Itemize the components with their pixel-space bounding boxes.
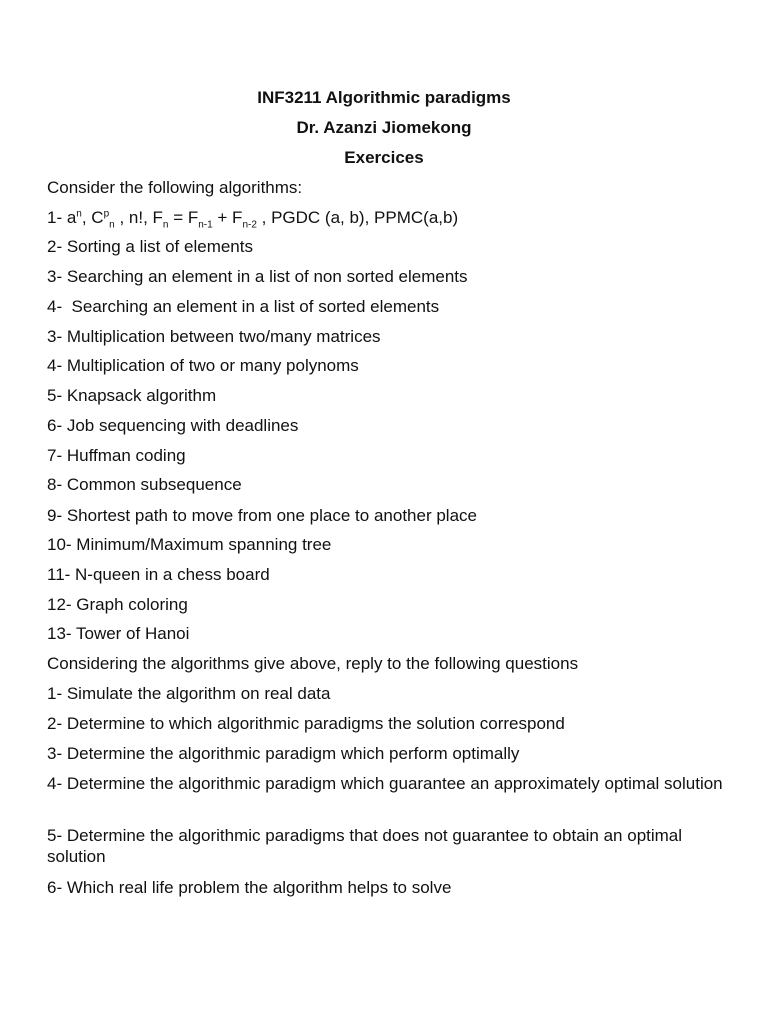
algorithm-item: 6- Job sequencing with deadlines <box>47 416 299 435</box>
course-title: INF3211 Algorithmic paradigms <box>257 88 511 107</box>
intro-text: Consider the following algorithms: <box>47 178 303 197</box>
author-name: Dr. Azanzi Jiomekong <box>296 118 472 137</box>
algorithm-item: 9- Shortest path to move from one place to another place <box>47 506 477 525</box>
algorithm-item: 3- Multiplication between two/many matrices <box>47 327 381 346</box>
algorithm-item: 11- N-queen in a chess board <box>47 565 270 584</box>
questions-intro: Considering the algorithms give above, reply to the following questions <box>47 654 579 673</box>
algorithm-item: 4- Multiplication of two or many polynoms <box>47 356 359 375</box>
algorithm-item: 5- Knapsack algorithm <box>47 386 217 405</box>
algorithm-item: 2- Sorting a list of elements <box>47 237 253 256</box>
question-item: 2- Determine to which algorithmic paradigms the solution correspond <box>47 714 565 733</box>
algorithm-item: 7- Huffman coding <box>47 446 186 465</box>
algorithm-item: 4- Searching an element in a list of sorted elements <box>47 297 440 316</box>
question-item: 3- Determine the algorithmic paradigm which perform optimally <box>47 744 520 763</box>
question-item: 1- Simulate the algorithm on real data <box>47 684 331 703</box>
algorithm-item: 13- Tower of Hanoi <box>47 624 190 643</box>
question-item: 6- Which real life problem the algorithm helps to solve <box>47 878 452 897</box>
question-item: 5- Determine the algorithmic paradigms that does not guarantee to obtain an optimal solution <box>47 826 683 866</box>
algorithm-item-formulas: 1- $a^n$, $C^p_n$ , n!, $F_n = F_{n-1} + F_{n-2}$ , PGDC (a, b), PPMC(a,b) <box>47 208 459 231</box>
algorithm-item: 12- Graph coloring <box>47 595 188 614</box>
document-subtitle: Exercices <box>344 148 424 167</box>
algorithm-item: 3- Searching an element in a list of non sorted elements <box>47 267 468 286</box>
algorithm-item: 8- Common subsequence <box>47 475 242 494</box>
algorithm-item: 10- Minimum/Maximum spanning tree <box>47 535 332 554</box>
question-item: 4- Determine the algorithmic paradigm which guarantee an approximately optimal solution <box>47 774 723 793</box>
